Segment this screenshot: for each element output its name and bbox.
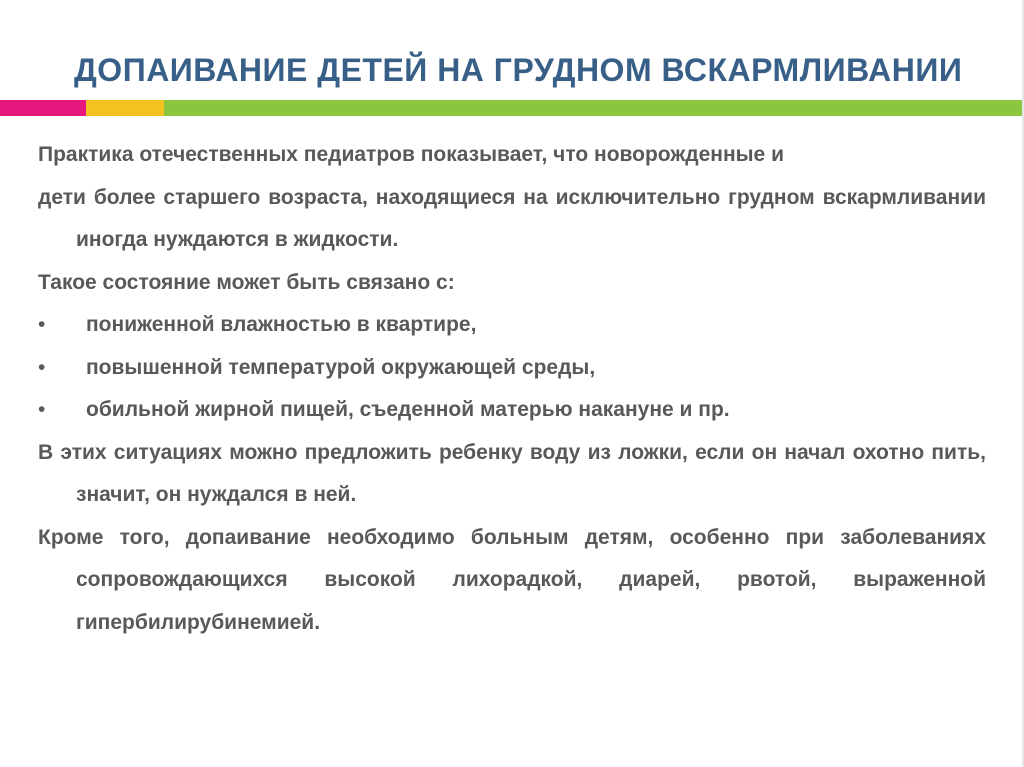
paragraph-4: В этих ситуациях можно предложить ребенку воду из ложки, если он начал охотно пить, значит, он нуждался в ней. [38,440,986,506]
bullet-text: пониженной влажностью в квартире, [86,313,477,336]
slide-body [38,134,986,644]
bullet-item-2 [38,347,986,390]
bullet-item-1 [38,304,986,347]
stripe-green [164,100,1024,116]
bullet-item-3 [38,389,986,432]
paragraph-1: Практика отечественных педиатров показывает, что новорожденные и [38,143,784,166]
bullet-icon: • [38,355,46,379]
slide-title: ДОПАИВАНИЕ ДЕТЕЙ НА ГРУДНОМ ВСКАРМЛИВАНИИ [74,52,963,88]
paragraph-2: дети более старшего возраста, находящиеся на исключительно грудном вскармливании иногда нуждаются в жидкости. [38,185,986,251]
bullet-text: повышенной температурой окружающей среды, [86,355,596,379]
stripe-pink [0,100,86,116]
paragraph-5: Кроме того, допаивание необходимо больным детям, особенно при заболеваниях сопровождающихся высокой лихорадкой, диарей, рвотой, выраженной гипербилирубинемией. [38,525,986,634]
bullet-icon: • [38,313,46,336]
bullet-text: обильной жирной пищей, съеденной матерью накануне и пр. [86,398,730,421]
stripe-yellow [86,100,164,116]
paragraph-3: Такое состояние может быть связано с: [38,270,455,294]
bullet-icon: • [38,398,46,421]
